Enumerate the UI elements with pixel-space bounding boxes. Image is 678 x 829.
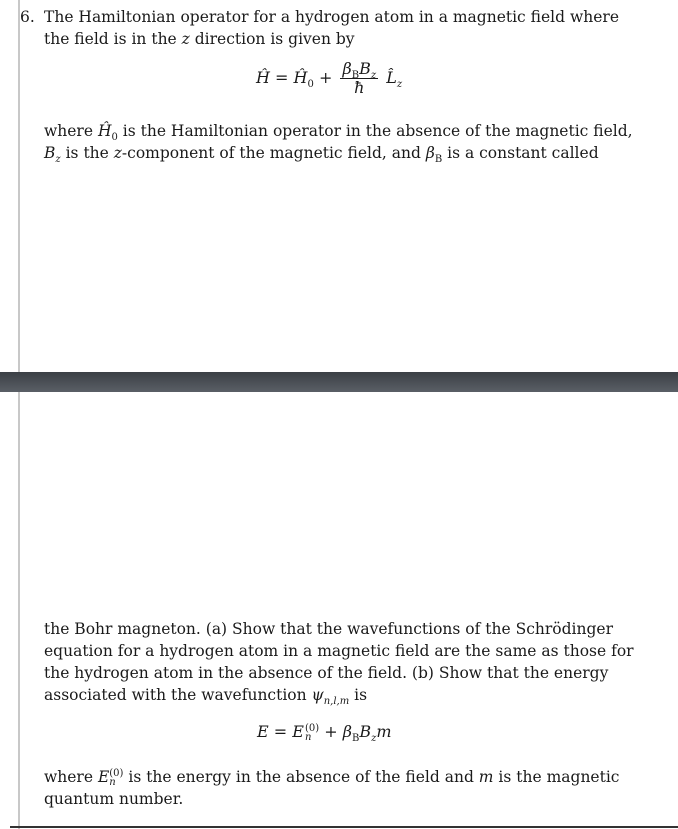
equation1-explanation [44,120,633,166]
problem-closing [44,766,624,810]
equation-hamiltonian: Ĥ = $Ĥ_0$ + $\frac{\beta_BB_z}{ħ}$ $L̂_z$ [256,59,403,97]
problem-continuation [44,618,634,708]
closing-line-1: where E (0) n is the energy in the absence of the field and m is the magnetic [44,768,620,788]
page-left-edge [18,0,20,829]
page-separator [0,372,678,392]
explanation-line-2: $B_z$ is the z-component of the magnetic field, and $\beta_B$ is a constant called [44,144,599,166]
continuation-line-3: the hydrogen atom in the absence of the field. (b) Show that the energy [44,664,609,682]
continuation-line-4: associated with the wavefunction $\psi_{n,l,m}$ is [44,686,368,708]
equation-energy: E = E (0) n + $\beta_BB_zm$ [257,722,392,745]
intro-line-1: 6. The Hamiltonian operator for a hydrogen atom in a magnetic field where [20,8,619,26]
intro-line-2: the field is in the z direction is given by [44,30,355,48]
problem-intro [20,6,624,50]
bottom-rule [10,826,678,828]
continuation-line-1: the Bohr magneton. (a) Show that the wavefunctions of the Schrödinger [44,620,613,638]
problem-number: 6. [20,8,35,26]
equation-fraction: $\frac{\beta_BB_z}{ħ}$ [342,59,377,97]
continuation-line-2: equation for a hydrogen atom in a magnetic field are the same as those for [44,642,634,660]
explanation-line-1: where $Ĥ_0$ is the Hamiltonian operator in the absence of the magnetic field, [44,122,633,144]
closing-line-2: quantum number. [44,790,184,808]
